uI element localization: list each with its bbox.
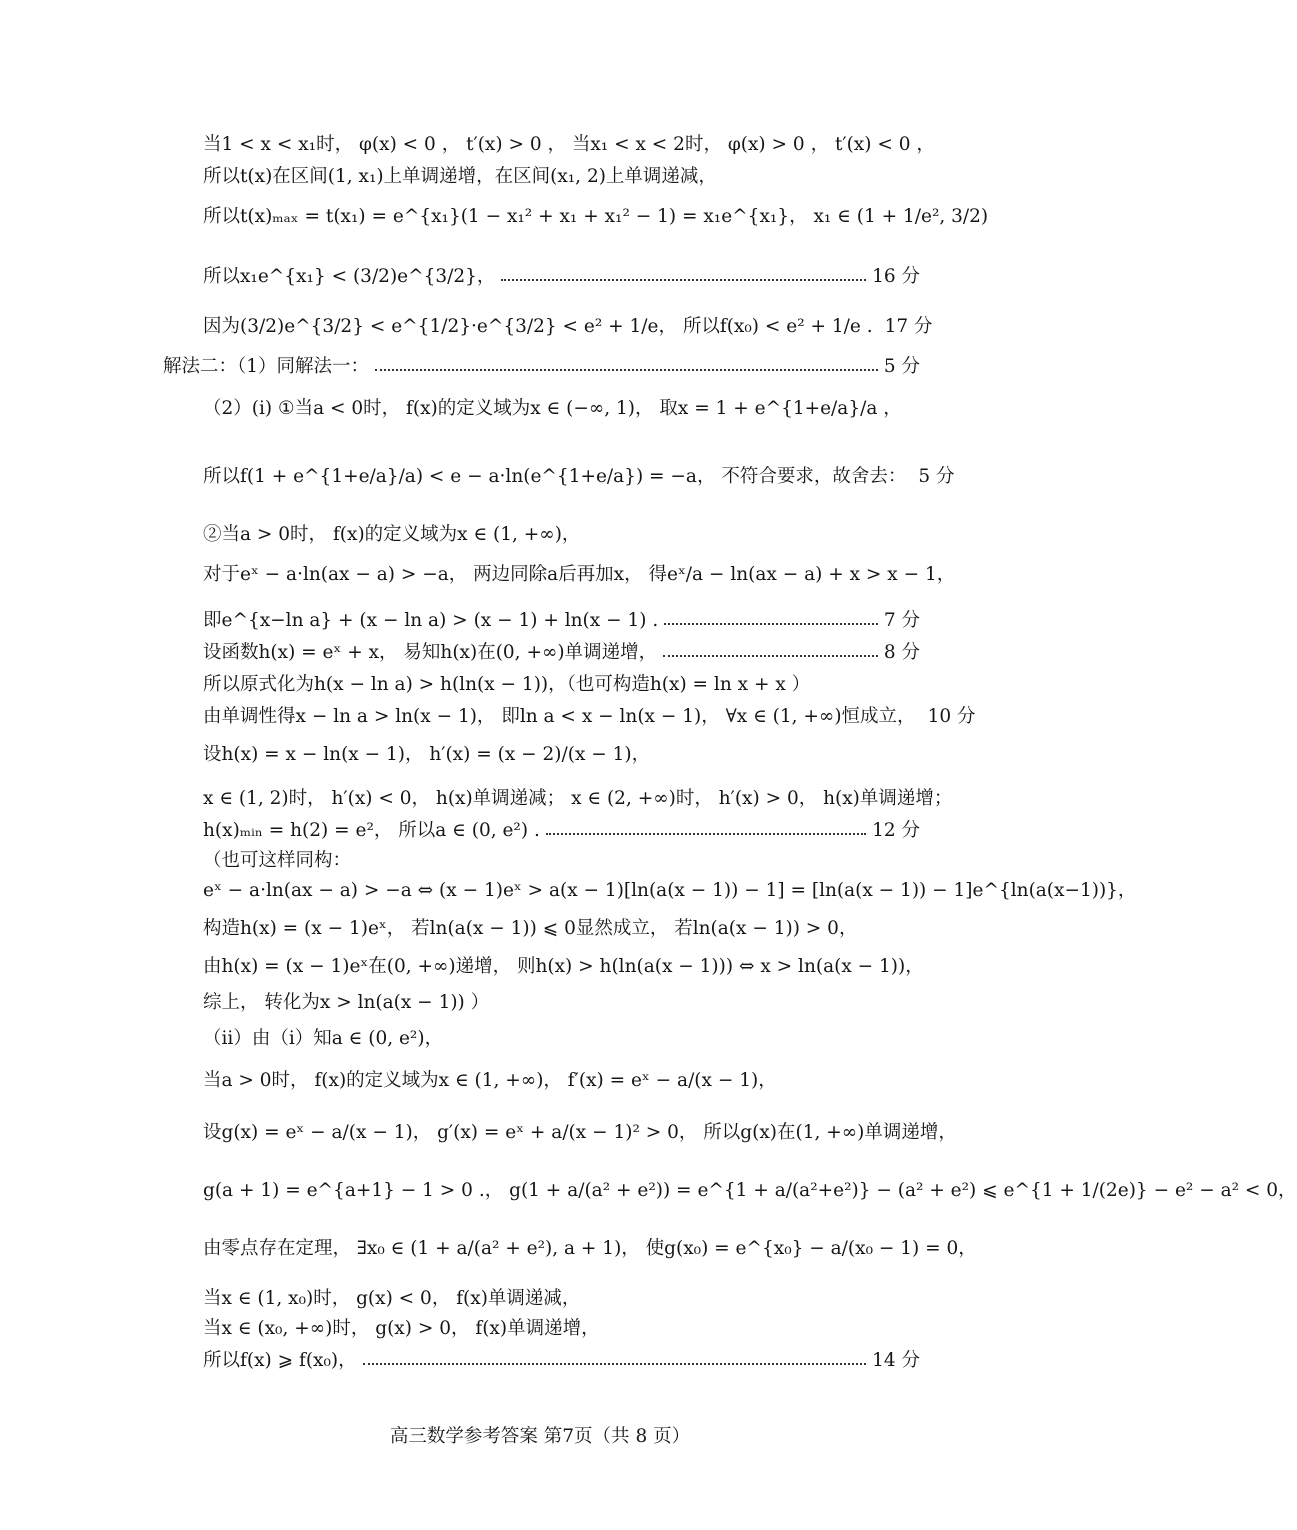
solution-line-text: 当x ∈ (x₀, +∞)时， g(x) > 0， f(x)单调递增，	[203, 1318, 600, 1339]
solution-line	[203, 206, 989, 227]
solution-line-text: 因为(3/2)e^{3/2} < e^{1/2}·e^{3/2} < e² + 1/e， 所以f(x₀) < e² + 1/e .	[203, 316, 873, 337]
solution-line	[203, 880, 1137, 901]
solution-line	[203, 1030, 920, 1049]
solution-line-text: 即e^{x−ln a} + (x − ln a) > (x − 1) + ln(x − 1) .	[203, 610, 659, 631]
solution-line	[203, 644, 920, 663]
solution-line	[203, 612, 920, 631]
solution-line	[203, 1290, 920, 1309]
score-mark: 14 分	[872, 1350, 920, 1371]
solution-line	[203, 1238, 977, 1259]
solution-line	[203, 852, 920, 871]
dot-leader	[363, 1363, 866, 1365]
dot-leader	[375, 369, 878, 371]
solution-line	[203, 994, 920, 1013]
solution-line	[203, 956, 924, 977]
solution-line-text: 综上， 转化为x > ln(a(x − 1)) ）	[203, 992, 490, 1013]
solution-line-text: 当x ∈ (1, x₀)时， g(x) < 0， f(x)单调递减，	[203, 1288, 581, 1309]
score-mark: 8 分	[883, 642, 920, 663]
solution-line-text: （ii）由（i）知a ∈ (0, e²)，	[203, 1028, 444, 1049]
score-mark: 10 分	[927, 706, 976, 727]
solution-line-text: 所以原式化为h(x − ln a) > h(ln(x − 1))，（也可构造h(x) = ln x + x ）	[203, 674, 811, 695]
solution-line	[203, 1320, 920, 1339]
page-footer: 高三数学参考答案 第7页（共 8 页）	[389, 1426, 691, 1447]
score-mark: 5 分	[918, 466, 955, 487]
solution-line	[203, 746, 920, 765]
solution-line	[203, 1122, 957, 1143]
solution-line-text: 所以f(x) ⩾ f(x₀)，	[203, 1350, 357, 1371]
solution-line-text: 由单调性得x − ln a > ln(x − 1)， 即ln a < x − ln(x − 1)， ∀x ∈ (1, +∞)恒成立，	[203, 706, 916, 727]
score-mark: 17 分	[884, 316, 933, 337]
solution-line-text: eˣ − a·ln(ax − a) > −a ⇔ (x − 1)eˣ > a(x − 1)[ln(a(x − 1)) − 1] = [ln(a(x − 1)) − 1]e^{ln(a(x−1))}，	[203, 880, 1137, 901]
dot-leader	[663, 655, 878, 657]
solution-line	[163, 358, 920, 377]
solution-line	[203, 134, 935, 155]
solution-line	[203, 676, 920, 695]
solution-line-text: 解法二：（1）同解法一：	[163, 356, 370, 377]
solution-line-text: 对于eˣ − a·ln(ax − a) > −a， 两边同除a后再加x， 得eˣ/a − ln(ax − a) + x > x − 1，	[203, 564, 956, 585]
solution-line-text: ②当a > 0时， f(x)的定义域为x ∈ (1, +∞)，	[203, 524, 581, 545]
solution-line	[203, 920, 920, 939]
solution-line	[203, 788, 953, 809]
solution-line-text: 所以f(1 + e^{1+e/a}/a) < e − a·ln(e^{1+e/a}) = −a， 不符合要求，故舍去：	[203, 466, 907, 487]
solution-line-text: 设h(x) = x − ln(x − 1)， h′(x) = (x − 2)/(x − 1)，	[203, 744, 651, 765]
score-mark: 16 分	[872, 266, 920, 287]
solution-line	[203, 564, 956, 585]
solution-line	[203, 268, 920, 287]
solution-line	[203, 400, 920, 419]
dot-leader	[546, 833, 866, 835]
solution-line-text: 设g(x) = eˣ − a/(x − 1)， g′(x) = eˣ + a/(x − 1)² > 0， 所以g(x)在(1, +∞)单调递增，	[203, 1122, 957, 1143]
solution-line-text: （也可这样同构：	[203, 850, 352, 871]
solution-line	[203, 316, 933, 337]
solution-line-text: 所以t(x)在区间(1, x₁)上单调递增，在区间(x₁, 2)上单调递减，	[203, 166, 717, 187]
dot-leader	[664, 623, 878, 625]
score-mark: 5 分	[883, 356, 920, 377]
solution-line-text: g(a + 1) = e^{a+1} − 1 > 0 .， g(1 + a/(a² + e²)) = e^{1 + a/(a²+e²)} − (a² + e²) ⩽ e^{1 + 1/(2e)} − e² − a² < 0，	[203, 1180, 1297, 1201]
score-mark: 12 分	[872, 820, 920, 841]
solution-line-text: 当1 < x < x₁时， φ(x) < 0 ， t′(x) > 0 ， 当x₁ < x < 2时， φ(x) > 0 ， t′(x) < 0 ，	[203, 134, 935, 155]
solution-line	[203, 526, 920, 545]
solution-line	[203, 822, 920, 841]
solution-line	[203, 168, 920, 187]
solution-line-text: 由零点存在定理， ∃x₀ ∈ (1 + a/(a² + e²), a + 1)， 使g(x₀) = e^{x₀} − a/(x₀ − 1) = 0，	[203, 1238, 977, 1259]
score-mark: 7 分	[883, 610, 920, 631]
solution-line-text: x ∈ (1, 2)时， h′(x) < 0， h(x)单调递减； x ∈ (2, +∞)时， h′(x) > 0， h(x)单调递增；	[203, 788, 953, 809]
solution-line	[203, 1072, 920, 1091]
solution-line-text: （2）(i) ①当a < 0时， f(x)的定义域为x ∈ (−∞, 1)， 取x = 1 + e^{1+e/a}/a ，	[203, 398, 902, 419]
solution-line	[203, 1352, 920, 1371]
dot-leader	[501, 279, 866, 281]
solution-line	[203, 466, 955, 487]
solution-line-text: h(x)ₘᵢₙ = h(2) = e²， 所以a ∈ (0, e²) .	[203, 820, 540, 841]
solution-line-text: 设函数h(x) = eˣ + x， 易知h(x)在(0, +∞)单调递增，	[203, 642, 658, 663]
solution-line	[203, 706, 976, 727]
solution-line-text: 所以x₁e^{x₁} < (3/2)e^{3/2}，	[203, 266, 496, 287]
solution-line-text: 当a > 0时， f(x)的定义域为x ∈ (1, +∞)， f′(x) = eˣ − a/(x − 1)，	[203, 1070, 777, 1091]
solution-line	[203, 1180, 1297, 1201]
solution-line-text: 构造h(x) = (x − 1)eˣ， 若ln(a(x − 1)) ⩽ 0显然成立， 若ln(a(x − 1)) > 0，	[203, 918, 858, 939]
solution-line-text: 由h(x) = (x − 1)eˣ在(0, +∞)递增， 则h(x) > h(ln(a(x − 1))) ⇔ x > ln(a(x − 1))，	[203, 956, 924, 977]
solution-line-text: 所以t(x)ₘₐₓ = t(x₁) = e^{x₁}(1 − x₁² + x₁ + x₁² − 1) = x₁e^{x₁}， x₁ ∈ (1 + 1/e², 3/2)	[203, 206, 989, 227]
